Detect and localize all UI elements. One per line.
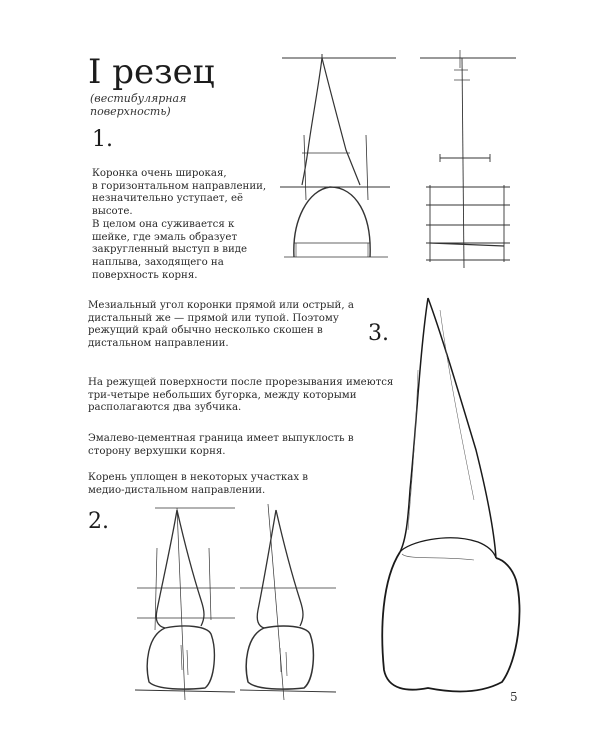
- text-line: На режущей поверхности после прорезывания имеются: [88, 377, 394, 388]
- paragraph-cutting-surface: [88, 377, 393, 415]
- text-line: Коронка очень широкая,: [92, 168, 227, 179]
- text-line: поверхность корня.: [92, 269, 198, 281]
- page-number: 5: [510, 690, 518, 704]
- text-line: В целом она суживается к: [92, 218, 235, 230]
- page-title: I резец: [88, 52, 215, 92]
- tooth-outline-construction: [280, 50, 398, 270]
- text-line: наплыва, заходящего на: [92, 256, 224, 268]
- text-line: сторону верхушки корня.: [88, 445, 226, 457]
- text-line: высоте.: [92, 206, 133, 218]
- text-line: режущий край обычно несколько скошен в: [88, 325, 323, 337]
- section1-text: [92, 168, 266, 282]
- text-line: дистальный же — прямой или тупой. Поэтому: [88, 312, 339, 324]
- tooth-sketch-left: [135, 500, 240, 705]
- text-line: три-четыре небольших бугорка, между которыми: [88, 389, 357, 401]
- tooth-final-drawing: [378, 290, 528, 705]
- text-line: в горизонтальном направлении,: [92, 180, 267, 192]
- paragraph-enamel-border: [88, 433, 354, 458]
- text-line: незначительно уступает, её: [92, 193, 244, 205]
- paragraph-root: [88, 472, 308, 497]
- text-line: закругленный выступ в виде: [92, 244, 248, 256]
- section-number-2: 2.: [88, 509, 109, 534]
- tooth-sketch-right: [240, 500, 340, 705]
- text-line: Корень уплощен в некоторых участках в: [88, 472, 309, 483]
- text-line: Эмалево-цементная граница имеет выпуклость в: [88, 433, 354, 444]
- text-line: шейке, где эмаль образует: [92, 231, 238, 243]
- text-line: располагаются два зубчика.: [88, 402, 242, 414]
- text-line: дистальном направлении.: [88, 338, 229, 350]
- section-number-1: 1.: [92, 127, 113, 152]
- tooth-proportion-grid: [418, 50, 518, 270]
- page-subtitle: [90, 92, 240, 118]
- paragraph-mesial-angle: [88, 300, 354, 351]
- text-line: медио-дистальном направлении.: [88, 484, 266, 496]
- subtitle-line: (вестибулярная: [90, 92, 187, 105]
- section-number-3: 3.: [368, 321, 389, 346]
- subtitle-line: поверхность): [90, 105, 171, 118]
- text-line: Мезиальный угол коронки прямой или острый, а: [88, 300, 354, 311]
